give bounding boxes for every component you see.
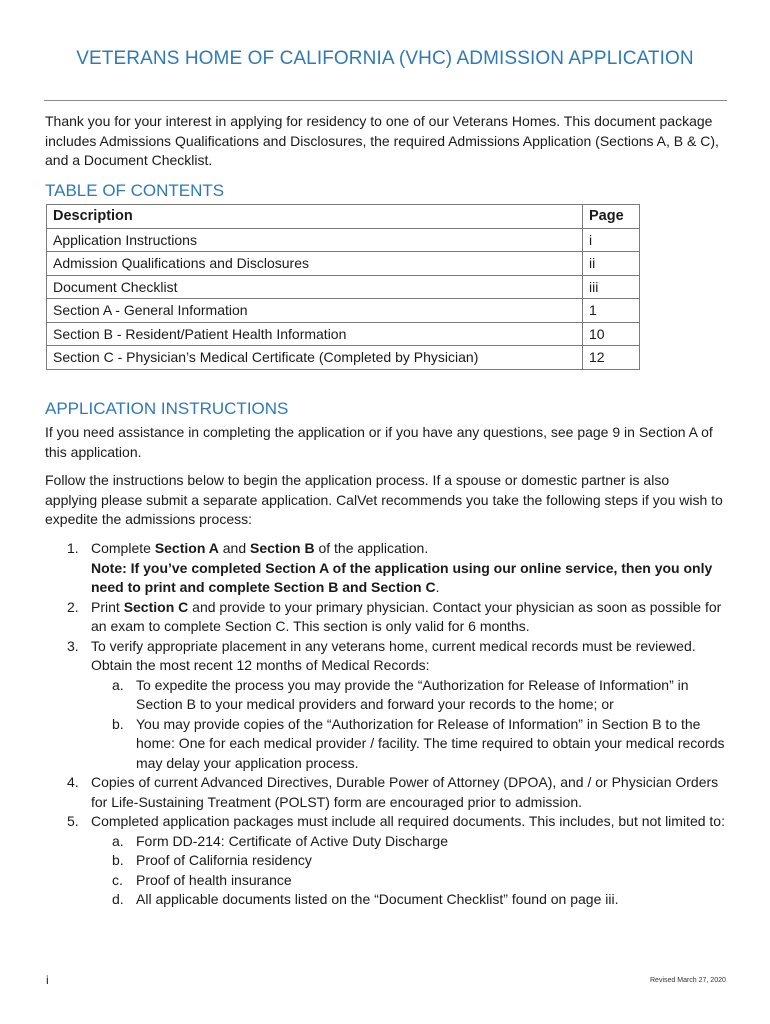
instructions-paragraph-1: If you need assistance in completing the application or if you have any questions, see page 9 in Section A of this application. <box>45 424 713 460</box>
step-bold: Section B <box>250 540 315 556</box>
step-text: Completed application packages must include all required documents. This includes, but not limited to: <box>91 813 725 829</box>
substep-letter: b. <box>112 715 124 732</box>
step-number: 3. <box>67 637 79 654</box>
step-2 <box>45 598 727 637</box>
revised-date: Revised March 27, 2020 <box>650 977 726 984</box>
instructions-heading: APPLICATION INSTRUCTIONS <box>45 399 289 418</box>
substep-text: All applicable documents listed on the “Document Checklist” found on page iii. <box>136 891 619 907</box>
title-divider <box>44 100 727 101</box>
substeps <box>91 676 727 774</box>
toc-row-description: Section B - Resident/Patient Health Information <box>47 322 583 346</box>
instructions-paragraph-2: Follow the instructions below to begin the application process. If a spouse or domestic partner is also applying please submit a separate application. CalVet recommends you take the following steps if you wish to expedite the admissions process: <box>45 472 723 527</box>
toc-row-page: 1 <box>583 299 640 323</box>
step-text: Copies of current Advanced Directives, Durable Power of Attorney (DPOA), and / or Physician Orders for Life-Sustaining Treatment (POLST) form are encouraged prior to admission. <box>91 774 719 810</box>
toc-col-description: Description <box>47 205 583 229</box>
toc-row-page: 10 <box>583 322 640 346</box>
toc-table <box>46 204 640 370</box>
toc-col-page: Page <box>583 205 640 229</box>
instruction-steps <box>45 539 727 910</box>
toc-header-row <box>47 205 640 229</box>
toc-row-description: Admission Qualifications and Disclosures <box>47 252 583 276</box>
substep <box>91 851 727 871</box>
substep-text: Form DD-214: Certificate of Active Duty Discharge <box>136 832 448 849</box>
toc-row <box>47 346 640 370</box>
substep-letter: c. <box>112 871 123 888</box>
document-title: VETERANS HOME OF CALIFORNIA (VHC) ADMISSION APPLICATION <box>76 48 694 69</box>
toc-heading: TABLE OF CONTENTS <box>45 181 225 200</box>
substeps <box>91 832 727 910</box>
substep-text: You may provide copies of the “Authorization for Release of Information” in Section B to the home: One for each medical provider / facility. The time required to obtain your medical records may delay your application process. <box>136 715 725 771</box>
step-text: and provide to your primary physician. Contact your physician as soon as possible for an exam to complete Section C. This section is only valid for 6 months. <box>91 598 722 634</box>
step-text: and <box>218 540 250 556</box>
page-number: i <box>46 973 49 987</box>
substep <box>91 832 727 852</box>
step-number: 5. <box>67 813 79 829</box>
toc-row <box>47 252 640 276</box>
step-text: Print <box>91 598 124 615</box>
step-text: . <box>435 579 440 595</box>
substep-text: Proof of California residency <box>136 852 312 868</box>
toc-row-description: Document Checklist <box>47 275 583 299</box>
substep-letter: b. <box>112 852 124 868</box>
toc-row <box>47 322 640 346</box>
step-1 <box>45 539 727 598</box>
substep <box>91 890 727 910</box>
substep <box>91 871 727 891</box>
step-text: of the application. <box>314 540 429 556</box>
substep-letter: a. <box>112 676 124 693</box>
toc-row-page: iii <box>583 275 640 299</box>
substep-letter: a. <box>112 832 124 849</box>
step-text: Complete <box>91 540 155 556</box>
toc-row <box>47 228 640 252</box>
step-number: 4. <box>67 774 79 790</box>
toc-row <box>47 275 640 299</box>
toc-row-description: Section C - Physician’s Medical Certificate (Completed by Physician) <box>47 346 583 370</box>
step-number: 2. <box>67 598 79 615</box>
toc-row <box>47 299 640 323</box>
substep-letter: d. <box>112 891 124 907</box>
step-4 <box>45 773 727 812</box>
substep-text: Proof of health insurance <box>136 871 292 888</box>
substep <box>91 715 727 774</box>
step-bold: Section A <box>154 540 219 556</box>
step-3 <box>45 637 727 774</box>
toc-row-page: ii <box>583 252 640 276</box>
step-text: To verify appropriate placement in any veterans home, current medical records must be reviewed. Obtain the most recent 12 months of Medical Records: <box>91 637 696 673</box>
toc-row-description: Section A - General Information <box>47 299 583 323</box>
substep <box>91 676 727 715</box>
step-note: Note: If you’ve completed Section A of the application using our online service, then you only need to print and complete Section B and Section C <box>91 559 713 595</box>
step-number: 1. <box>67 540 79 556</box>
step-bold: Section C <box>123 598 189 615</box>
toc-row-page: i <box>583 228 640 252</box>
toc-row-description: Application Instructions <box>47 228 583 252</box>
substep-text: To expedite the process you may provide the “Authorization for Release of Information” in Section B to your medical providers and forward your records to the home; or <box>136 676 689 712</box>
intro-paragraph: Thank you for your interest in applying for residency to one of our Veterans Homes. This document package includes Admissions Qualifications and Disclosures, the required Admissions Application (Sections A, B & C), and a Document Checklist. <box>45 113 719 168</box>
toc-row-page: 12 <box>583 346 640 370</box>
step-5 <box>45 812 727 910</box>
